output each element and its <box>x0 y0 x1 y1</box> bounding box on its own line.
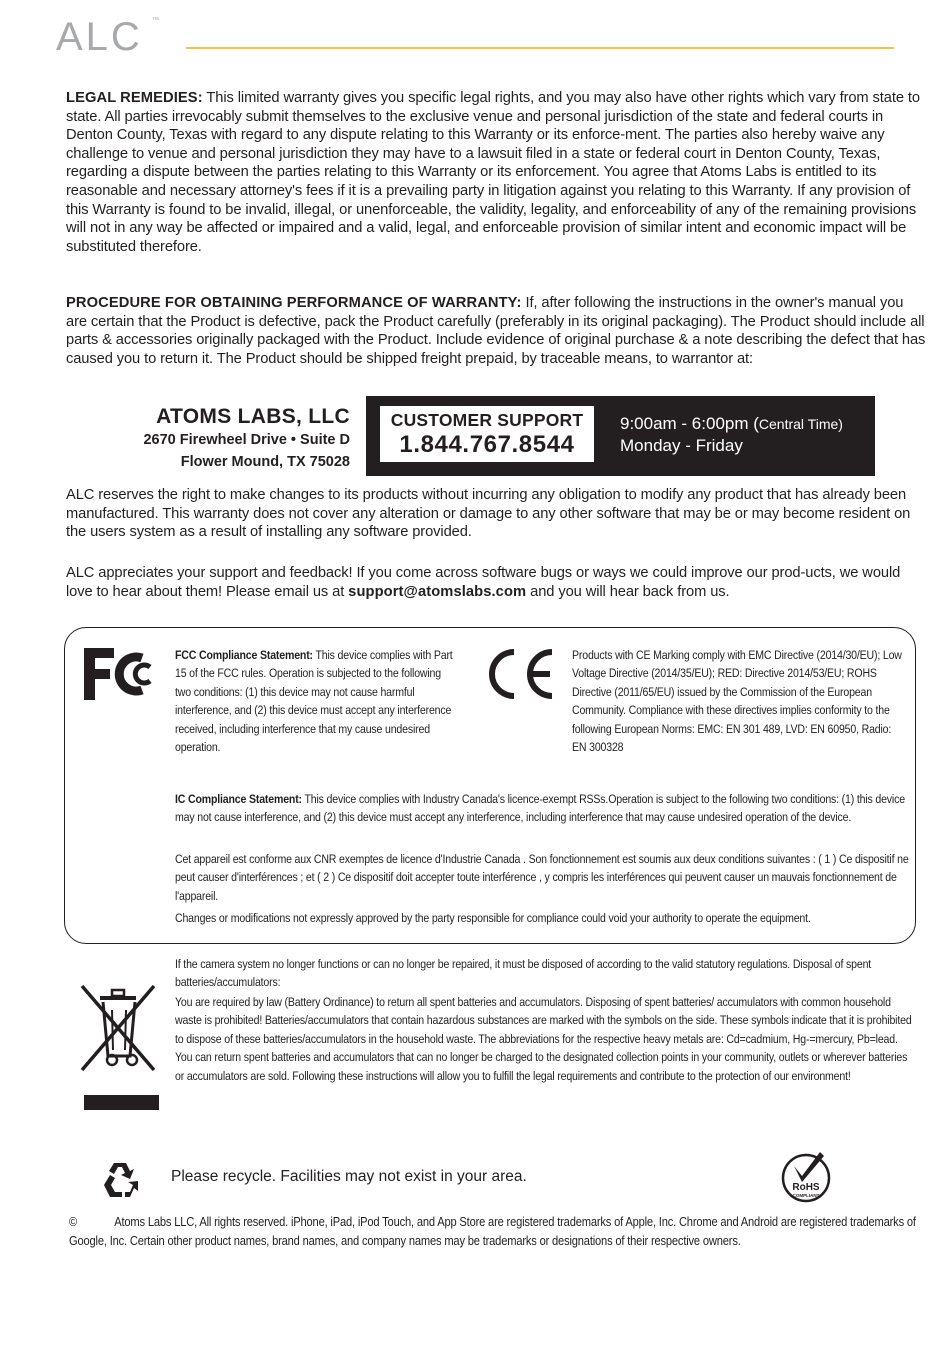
feedback-text: ALC appreciates your support and feedback! If you come across software bugs or ways we could improve our prod-ucts, we would love to hear about them! Please email us at <box>66 565 901 600</box>
procedure-body: If, after following the instructions in the owner's manual you are certain that the Product is defective, pack the Product carefully (preferably in its original packaging). The Product should include all parts & accessories originally packaged with the Product. Include evidence of original purchase & a note describing the defect that has caused you to return it. The Product should be shipped freight prepaid, by traceable means, to warrantor at: <box>66 295 926 367</box>
legal-remedies-heading: LEGAL REMEDIES: <box>66 90 203 106</box>
alc-logo <box>56 12 166 56</box>
ic-body: This device complies with Industry Canada's licence-exempt RSSs.Operation is subject to the following two conditions: (1) this device may not cause interference, and (2) this device must accept any interference, including interference that may cause undesired operation of the device. <box>175 792 905 825</box>
support-timezone: Central Time) <box>758 416 843 432</box>
procedure-heading: PROCEDURE FOR OBTAINING PERFORMANCE OF WARRANTY: <box>66 295 522 311</box>
reserves-paragraph: ALC reserves the right to make changes to its products without incurring any obligation to modify any product that has already been manufactured. This warranty does not cover any alteration or damage to any other software that may be or may become resident on the users system as a result of installing any software provided. <box>66 487 911 541</box>
support-hours <box>620 413 843 457</box>
ce-mark-icon <box>484 648 556 700</box>
rohs-label: RoHS <box>792 1182 820 1193</box>
fcc-heading: FCC Compliance Statement: <box>175 648 313 662</box>
copyright-symbol: © <box>69 1214 78 1229</box>
logo-trademark: ™ <box>152 17 159 24</box>
customer-support-panel <box>366 396 875 476</box>
fcc-statement <box>175 646 459 756</box>
ce-statement: Products with CE Marking comply with EMC Directive (2014/30/EU); Low Voltage Directive (2014/35/EU); RED: Directive 2014/53/EU; ROHS Directive (2011/65/EU) issued by the Commission of the European Community. Compliance with these directives implies conformity to the following European Norms: EMC: EN 301 489, LVD: EN 60950, Radio: EN 300328 <box>572 648 902 755</box>
warrantor-address <box>60 405 350 473</box>
fcc-body: This device complies with Part 15 of the FCC rules. Operation is subjected to the following two conditions: (1) this device may not cause harmful interference, and (2) this device must accept any interference received, including interference that my cause undesired operation. <box>175 648 453 755</box>
support-phone-number[interactable]: 1.844.767.8544 <box>399 431 575 458</box>
recycle-icon <box>100 1159 140 1199</box>
crossed-out-bin-icon <box>78 982 158 1074</box>
support-days: Monday - Friday <box>620 436 743 455</box>
address-line-2: Flower Mound, TX 75028 <box>180 454 350 470</box>
recycle-notice: Please recycle. Facilities may not exist in your area. <box>171 1168 527 1185</box>
copyright-text: Atoms Labs LLC, All rights reserved. iPhone, iPad, iPod Touch, and App Store are registered trademarks of Apple, Inc. Chrome and Android are registered trademarks of Google, Inc. Certain other product names, brand names, and company names may be trademarks or designations of their respective owners. <box>69 1214 916 1248</box>
ic-statement <box>175 790 915 827</box>
legal-remedies-paragraph <box>66 89 926 256</box>
bin-bar-marker <box>84 1095 159 1110</box>
copyright-notice <box>69 1212 948 1250</box>
feedback-text-end: and you will hear back from us. <box>526 583 730 600</box>
rohs-sub-label: COMPLIANT <box>792 1193 820 1198</box>
french-statement: Cet appareil est conforme aux CNR exemptes de licence d'Industrie Canada . Son fonctionnement est soumis aux deux conditions suivantes : ( 1 ) Ce dispositif ne peut causer d'interférences ; et ( 2 ) Ce dispositif doit accepter toute interférence , y compris les interférences qui peuvent causer un mauvais fonctionnement de l'appareil. <box>175 852 909 903</box>
fcc-logo-icon <box>84 648 160 700</box>
support-hours-time: 9:00am - 6:00pm ( <box>620 414 759 433</box>
feedback-paragraph <box>66 564 926 601</box>
legal-remedies-body: This limited warranty gives you specific legal rights, and you may also have other rights which vary from state to state. All parties irrevocably submit themselves to the exclusive venue and personal jurisdiction of the state and federal courts in Denton County, Texas with regard to any dispute relating to this Warranty or its enforce-ment. The parties also hereby waive any challenge to venue and personal jurisdiction they may have to a lawsuit filed in a state or federal court in Denton County, Texas, regarding a dispute between the parties relating to this Warranty or its enforcement. You agree that Atoms Labs is entitled to its reasonable and necessary attorney's fees if it is a prevailing party in litigation against you relating to this Warranty. If any provision of this Warranty is found to be invalid, illegal, or unenforceable, the validity, legality, and enforceability of any of the remaining provisions will not in any way be affected or impaired and a valid, legal, and enforceable provision of similar intent and economic impact will be substituted therefore. <box>66 90 920 255</box>
modifications-statement: Changes or modifications not expressly approved by the party responsible for compliance could void your authority to operate the equipment. <box>175 911 811 925</box>
header-rule <box>186 47 894 49</box>
battery-statement: You are required by law (Battery Ordinance) to return all spent batteries and accumulators. Disposing of spent batteries/ accumulators with common household waste is prohibited! Batteries/accumulators that contain hazardous substances are marked with the symbols on the side. These symbols indicate that it is prohibited to dispose of these batteries/accumulators in the household waste. The abbreviations for the respective heavy metals are: Cd=cadmium, Hg-=mercury, Pb=lead. You can return spent batteries and accumulators that can no longer be charged to the designated collection points in your community, outlets or wherever batteries or accumulators are sold. Following these instructions will allow you to fulfill the legal requirements and contribute to the protection of our environment! <box>175 995 912 1083</box>
support-phone-box <box>380 406 594 462</box>
procedure-paragraph <box>66 294 926 368</box>
address-line-1: 2670 Firewheel Drive • Suite D <box>143 432 350 448</box>
logo-text: ALC <box>56 15 143 56</box>
rohs-compliant-icon <box>780 1150 832 1204</box>
company-name: ATOMS LABS, LLC <box>156 405 350 428</box>
disposal-statement: If the camera system no longer functions or can no longer be repaired, it must be disposed of according to the valid statutory regulations. Disposal of spent batteries/accumulators: <box>175 957 872 990</box>
support-email-link[interactable]: support@atomslabs.com <box>348 583 527 600</box>
support-label: CUSTOMER SUPPORT <box>390 410 584 430</box>
ic-heading: IC Compliance Statement: <box>175 792 302 806</box>
